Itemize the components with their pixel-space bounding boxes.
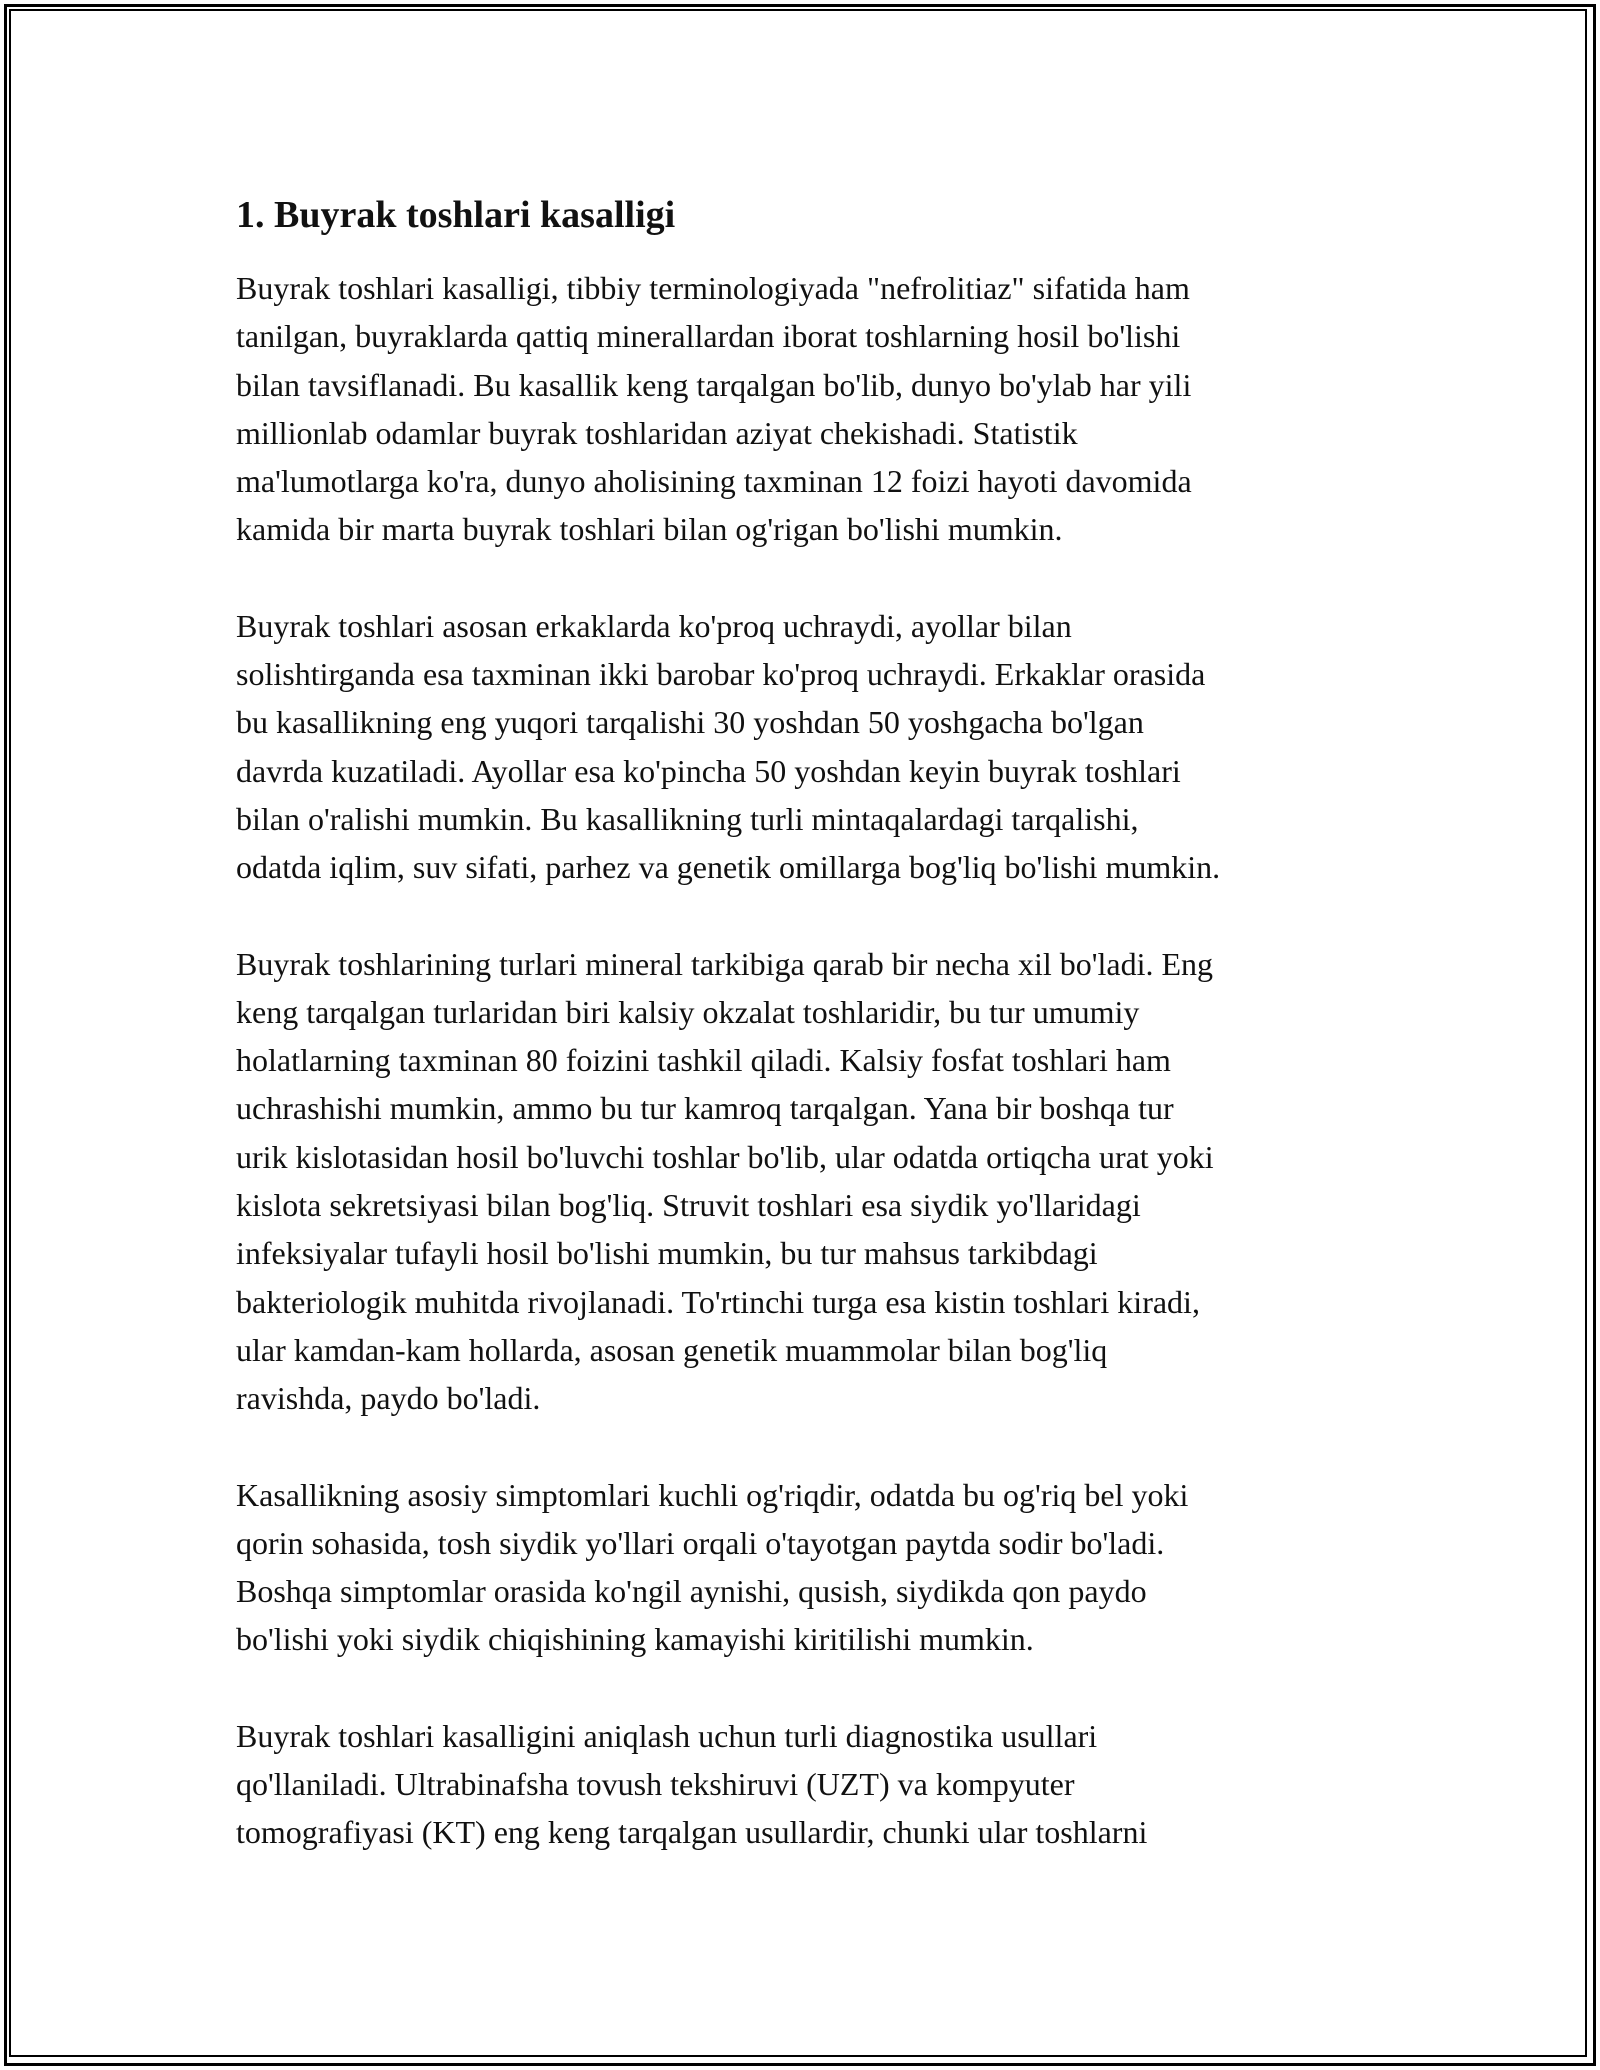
paragraph-line: infeksiyalar tufayli hosil bo'lishi mumkin, bu tur mahsus tarkibdagi: [236, 1235, 1098, 1272]
paragraph-list: [236, 264, 1386, 1857]
document-body: [236, 186, 1386, 1905]
paragraph-line: ravishda, paydo bo'ladi.: [236, 1380, 541, 1417]
section-heading: 1. Buyrak toshlari kasalligi: [236, 194, 676, 236]
paragraph-line: bilan o'ralishi mumkin. Bu kasallikning turli mintaqalardagi tarqalishi,: [236, 800, 1139, 837]
paragraph-line: qo'llaniladi. Ultrabinafsha tovush tekshiruvi (UZT) va kompyuter: [236, 1766, 1075, 1803]
paragraph-line: bakteriologik muhitda rivojlanadi. To'rtinchi turga esa kistin toshlari kiradi,: [236, 1283, 1200, 1320]
paragraph: [236, 1471, 1386, 1664]
paragraph: [236, 264, 1386, 554]
paragraph: [236, 1712, 1386, 1857]
paragraph-line: Kasallikning asosiy simptomlari kuchli og'riqdir, odatda bu og'riq bel yoki: [236, 1476, 1189, 1513]
paragraph: [236, 602, 1386, 892]
paragraph-line: bu kasallikning eng yuqori tarqalishi 30 yoshdan 50 yoshgacha bo'lgan: [236, 704, 1144, 741]
paragraph-line: odatda iqlim, suv sifati, parhez va genetik omillarga bog'liq bo'lishi mumkin.: [236, 849, 1221, 886]
paragraph: [236, 940, 1386, 1423]
paragraph-line: ular kamdan-kam hollarda, asosan genetik muammolar bilan bog'liq: [236, 1331, 1108, 1368]
paragraph-line: keng tarqalgan turlaridan biri kalsiy okzalat toshlaridir, bu tur umumiy: [236, 993, 1140, 1030]
paragraph-line: millionlab odamlar buyrak toshlaridan aziyat chekishadi. Statistik: [236, 414, 1078, 451]
paragraph-line: urik kislotasidan hosil bo'luvchi toshlar bo'lib, ular odatda ortiqcha urat yoki: [236, 1138, 1214, 1175]
paragraph-line: tomografiyasi (KT) eng keng tarqalgan usullardir, chunki ular toshlarni: [236, 1814, 1148, 1851]
paragraph-line: kamida bir marta buyrak toshlari bilan og'rigan bo'lishi mumkin.: [236, 511, 1063, 548]
paragraph-line: Buyrak toshlari asosan erkaklarda ko'proq uchraydi, ayollar bilan: [236, 607, 1072, 644]
paragraph-line: ma'lumotlarga ko'ra, dunyo aholisining taxminan 12 foizi hayoti davomida: [236, 463, 1192, 500]
paragraph-line: Buyrak toshlari kasalligini aniqlash uchun turli diagnostika usullari: [236, 1717, 1098, 1754]
paragraph-line: holatlarning taxminan 80 foizini tashkil qiladi. Kalsiy fosfat toshlari ham: [236, 1042, 1171, 1079]
paragraph-line: tanilgan, buyraklarda qattiq minerallardan iborat toshlarning hosil bo'lishi: [236, 318, 1181, 355]
paragraph-line: qorin sohasida, tosh siydik yo'llari orqali o'tayotgan paytda sodir bo'ladi.: [236, 1524, 1165, 1561]
paragraph-line: Buyrak toshlarining turlari mineral tarkibiga qarab bir necha xil bo'ladi. Eng: [236, 945, 1214, 982]
paragraph-line: uchrashishi mumkin, ammo bu tur kamroq tarqalgan. Yana bir boshqa tur: [236, 1090, 1174, 1127]
paragraph-line: Buyrak toshlari kasalligi, tibbiy terminologiyada "nefrolitiaz" sifatida ham: [236, 270, 1190, 306]
paragraph-line: davrda kuzatiladi. Ayollar esa ko'pincha 50 yoshdan keyin buyrak toshlari: [236, 752, 1181, 789]
paragraph-line: bilan tavsiflanadi. Bu kasallik keng tarqalgan bo'lib, dunyo bo'ylab har yili: [236, 366, 1192, 403]
paragraph-line: solishtirganda esa taxminan ikki barobar ko'proq uchraydi. Erkaklar orasida: [236, 656, 1206, 693]
paragraph-line: kislota sekretsiyasi bilan bog'liq. Struvit toshlari esa siydik yo'llaridagi: [236, 1187, 1141, 1224]
paragraph-line: bo'lishi yoki siydik chiqishining kamayishi kiritilishi mumkin.: [236, 1621, 1034, 1658]
paragraph-line: Boshqa simptomlar orasida ko'ngil aynishi, qusish, siydikda qon paydo: [236, 1573, 1147, 1610]
